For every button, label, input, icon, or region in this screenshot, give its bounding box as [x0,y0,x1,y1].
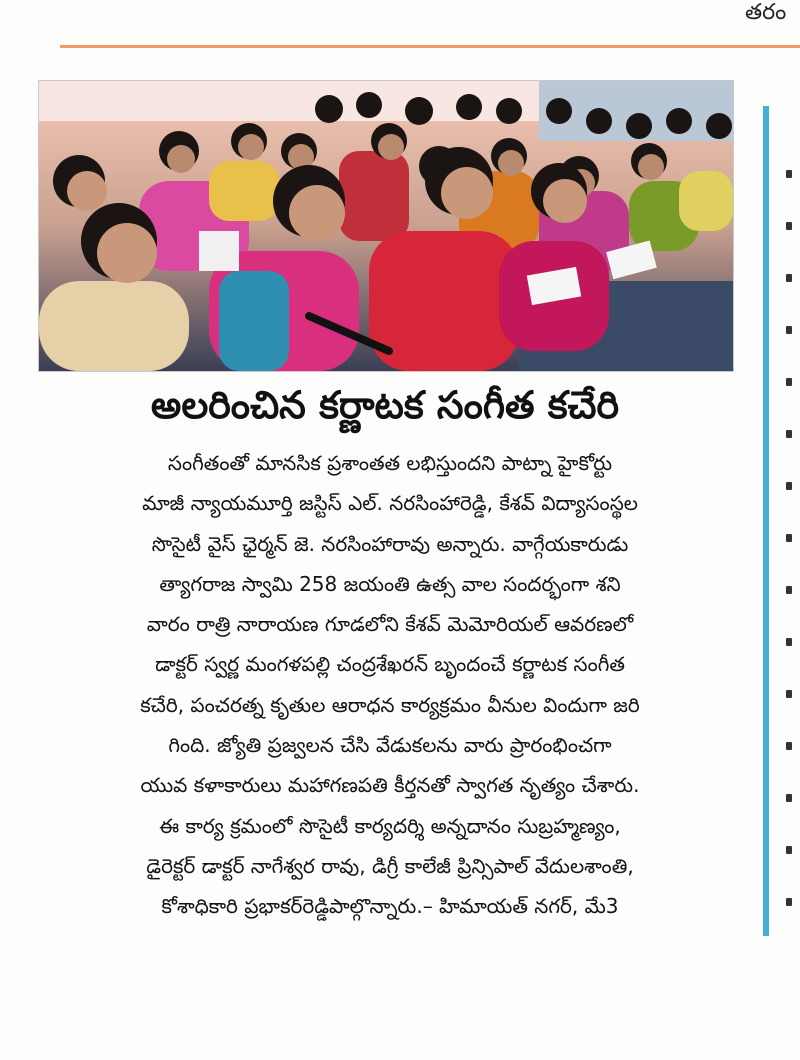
article-line: ఈ కార్య క్రమంలో సొసైటీ కార్యదర్శి అన్నదానం సుబ్రహ్మణ్యం, [159,813,621,838]
article-line: గింది. జ్యోతి ప్రజ్వలన చేసి వేడుకలను వారు ప్రారంభించగా [168,733,612,758]
article-line: యువ కళాకారులు మహాగణపతి కీర్తనతో స్వాగత నృత్యం చేశారు. [140,773,640,798]
article-body [50,443,730,927]
article-line: త్యాగరాజ స్వామి 258 జయంతి ఉత్స వాల సందర్భంగా శని [159,571,621,596]
article-line: కచేరి, పంచరత్న కృతుల ఆరాధన కార్యక్రమం వీనుల విందుగా జరి [140,692,640,717]
text-fragment [786,222,792,230]
text-fragment [786,170,792,178]
text-fragment [786,898,792,906]
previous-article-strip [0,0,800,30]
text-fragment [786,326,792,334]
concert-photo-illustration [39,81,733,371]
article-line: డైరెక్టర్ డాక్టర్ నాగేశ్వర రావు, డిగ్రీ కాలేజీ ప్రిన్సిపాల్ వేదులశాంతి, [146,853,634,878]
concert-photo [38,80,734,372]
column-divider [763,106,769,936]
text-fragment [786,638,792,646]
text-fragment [786,534,792,542]
article-line: డాక్టర్ స్వర్ణ మంగళపల్లి చంద్రశేఖరన్ బృందంచే కర్ణాటక సంగీత [155,652,625,677]
article-line: సొసైటీ వైస్ ఛైర్మన్ జె. నరసింహారావు అన్నారు. వాగ్గేయకారుడు [151,531,629,556]
cropped-column-word: తరం [745,0,787,25]
article-headline: అలరించిన కర్ణాటక సంగీత కచేరి [150,383,620,427]
article-line: కోశాధికారి ప్రభాకర్‌రెడ్డిపాల్గొన్నారు.– హిమాయత్ నగర్, మే3 [161,894,619,919]
article-line: మాజీ న్యాయమూర్తి జస్టిస్ ఎల్. నరసింహారెడ్డి, కేశవ్ విద్యాసంస్థల [142,491,638,516]
text-fragment [786,430,792,438]
text-fragment [786,690,792,698]
article-line: సంగీతంతో మానసిక ప్రశాంతత లభిస్తుందని పాట్నా హైకోర్టు [167,451,613,475]
text-fragment [786,586,792,594]
text-fragment [786,742,792,750]
text-fragment [786,274,792,282]
section-divider [60,45,800,48]
adjacent-column-fragments [786,170,800,950]
text-fragment [786,846,792,854]
text-fragment [786,482,792,490]
text-fragment [786,794,792,802]
article-line: వారం రాత్రి నారాయణ గూడలోని కేశవ్ మెమోరియల్ ఆవరణలో [146,612,634,637]
text-fragment [786,378,792,386]
